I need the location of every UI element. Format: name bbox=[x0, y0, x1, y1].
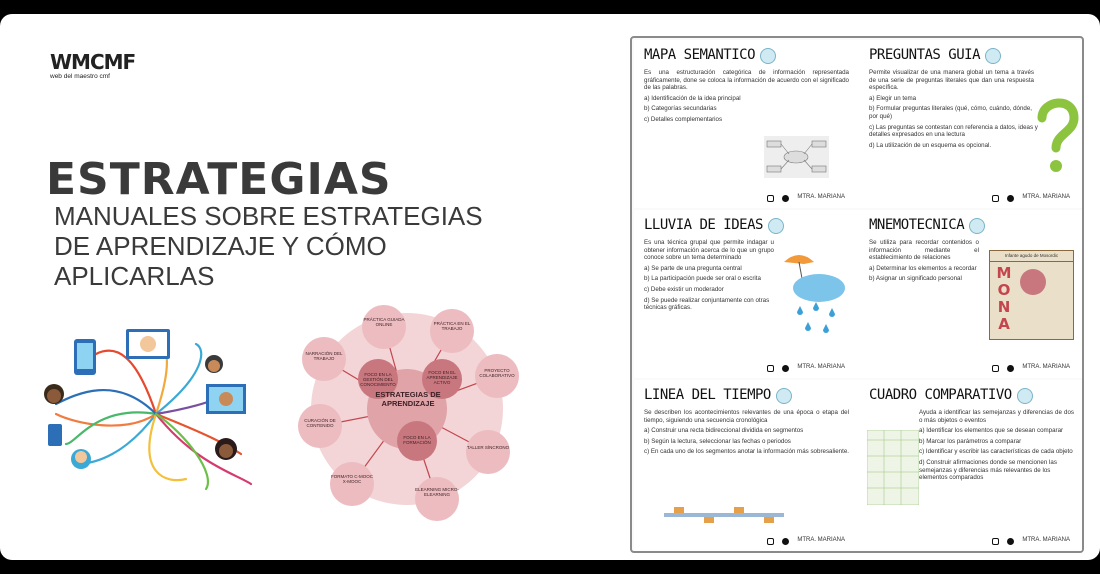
card-footer bbox=[992, 194, 1070, 202]
card-body: Es una técnica grupal que permite indagar u obtener información acerca de lo que un grupo conoce sobre un tema determinado bbox=[644, 239, 774, 262]
card-item: a) Construir una recta bidireccional dividida en segmentos bbox=[644, 427, 804, 435]
card-author: MTRA. MARIANA bbox=[1022, 364, 1070, 371]
card-lluvia-de-ideas bbox=[634, 210, 859, 378]
instagram-icon[interactable] bbox=[992, 538, 999, 545]
card-item: b) Categorías secundarias bbox=[644, 105, 717, 113]
card-item: b) Según la lectura, seleccionar las fechas o periodos bbox=[644, 437, 791, 445]
card-linea-del-tiempo bbox=[634, 380, 859, 551]
facebook-icon[interactable] bbox=[782, 538, 789, 545]
card-title bbox=[869, 218, 1074, 234]
card-author: MTRA. MARIANA bbox=[1022, 537, 1070, 544]
instagram-icon[interactable] bbox=[992, 365, 999, 372]
instagram-icon[interactable] bbox=[992, 195, 999, 202]
timeline-image bbox=[664, 505, 784, 525]
diagram-outer-label: TALLER SÍNCRONO bbox=[466, 445, 510, 450]
card-item: d) La utilización de un esquema es opcional. bbox=[869, 141, 992, 149]
card-item: a) Se parte de una pregunta central bbox=[644, 264, 742, 272]
card-item: a) Identificar los elementos que se desean comparar bbox=[919, 427, 1064, 435]
page-subtitle: MANUALES SOBRE ESTRATEGIAS DE APRENDIZAJE Y CÓMO APLICARLAS bbox=[54, 201, 483, 291]
card-title bbox=[869, 388, 1074, 404]
facebook-icon[interactable] bbox=[1007, 195, 1014, 202]
page-title: ESTRATEGIAS bbox=[46, 154, 392, 205]
card-author: MTRA. MARIANA bbox=[797, 537, 845, 544]
card-footer bbox=[767, 364, 845, 372]
diagram-outer-label: PROYECTO COLABORATIVO bbox=[479, 368, 515, 378]
card-title-text: MNEMOTECNICA bbox=[869, 217, 965, 234]
diagram-outer-label: PRÁCTICA EN EL TRABAJO bbox=[433, 321, 471, 331]
card-title-text: MAPA SEMANTICO bbox=[644, 47, 756, 64]
diagram-outer-label: NARRACIÓN DEL TRABAJO bbox=[305, 351, 343, 361]
card-item: c) Detalles complementarios bbox=[644, 115, 723, 123]
avatar-icon bbox=[768, 218, 784, 234]
card-title-text: LLUVIA DE IDEAS bbox=[644, 217, 763, 234]
diagram-inner-label: FOCO EN EL APRENDIZAJE ACTIVO bbox=[426, 370, 458, 385]
card-item: b) Formular preguntas literales (qué, cómo, cuándo, dónde, por qué) bbox=[869, 105, 1033, 120]
card-author: MTRA. MARIANA bbox=[797, 364, 845, 371]
mnemonic-image bbox=[989, 250, 1074, 340]
card-body: Se describen los acontecimientos relevantes de una época o etapa del tiempo, siguiendo una secuencia cronológica bbox=[644, 409, 849, 424]
avatar-icon bbox=[985, 48, 1001, 64]
card-preguntas-guia bbox=[859, 40, 1084, 208]
diagram-outer-label: CURACIÓN DE CONTENIDO bbox=[304, 418, 336, 428]
diagram-outer-label: ELEARNING MICRO-ELEARNING bbox=[415, 487, 459, 497]
card-item: b) La participación puede ser oral o escrita bbox=[644, 275, 761, 283]
card-item: b) Marcar los parámetros a comparar bbox=[919, 437, 1022, 445]
mnemonic-word: MONA bbox=[996, 264, 1012, 333]
card-item: c) En cada uno de los segmentos anotar la información más sobresaliente. bbox=[644, 448, 849, 456]
card-author: MTRA. MARIANA bbox=[797, 194, 845, 201]
diagram-center-label: ESTRATEGIAS DE APRENDIZAJE bbox=[375, 390, 441, 408]
card-author: MTRA. MARIANA bbox=[1022, 194, 1070, 201]
card-item: c) Identificar y escribir las características de cada objeto bbox=[919, 448, 1073, 456]
avatar-icon bbox=[760, 48, 776, 64]
card-title-text: LINEA DEL TIEMPO bbox=[644, 387, 771, 404]
semantic-map-image bbox=[764, 136, 829, 178]
logo-tagline: web del maestro cmf bbox=[50, 73, 110, 80]
avatar-icon bbox=[776, 388, 792, 404]
card-item: d) Se puede realizar conjuntamente con otras técnicas gráficas. bbox=[644, 296, 770, 312]
avatar-icon bbox=[1017, 388, 1033, 404]
card-title bbox=[869, 48, 1074, 64]
rain-cloud-image bbox=[779, 250, 849, 335]
card-item: a) Elegir un tema bbox=[869, 94, 917, 102]
card-body: Permite visualizar de una manera global un tema a través de una serie de preguntas literales que dan una respuesta específica. bbox=[869, 69, 1034, 92]
card-mnemotecnica bbox=[859, 210, 1084, 378]
card-footer bbox=[767, 194, 845, 202]
card-footer bbox=[992, 537, 1070, 545]
mnemonic-image-title: Infante agudo de Mosordic bbox=[990, 251, 1073, 262]
diagram-outer-label: FORMATO C-MOOC X-MOOC bbox=[330, 474, 374, 484]
card-cuadro-comparativo bbox=[859, 380, 1084, 551]
diagram-inner-label: FOCO EN LA FORMACIÓN bbox=[403, 435, 431, 445]
logo-mark: WMCMF bbox=[50, 50, 136, 74]
phone-icon bbox=[48, 424, 62, 446]
logo[interactable] bbox=[50, 50, 136, 88]
card-footer bbox=[767, 537, 845, 545]
strategies-diagram bbox=[292, 294, 532, 524]
avatar-icon bbox=[969, 218, 985, 234]
card-item: a) Determinar los elementos a recordar bbox=[869, 264, 977, 272]
card-title-text: CUADRO COMPARATIVO bbox=[869, 387, 1012, 404]
facebook-icon[interactable] bbox=[782, 365, 789, 372]
card-item: a) Identificación de la idea principal bbox=[644, 94, 741, 102]
network-illustration bbox=[36, 314, 276, 494]
card-body: Es una estructuración categórica de información representada gráficamente, done se coloca la información de acuerdo con el significado de las palabras. bbox=[644, 69, 849, 92]
card-item: c) Debe existir un moderador bbox=[644, 285, 724, 293]
strategies-panel bbox=[630, 36, 1084, 553]
question-mark-image bbox=[1034, 96, 1079, 176]
card-body: Se utiliza para recordar contenidos o información mediante el establecimiento de relaciones bbox=[869, 239, 979, 262]
diagram-inner-label: FOCO EN LA GESTIÓN DEL CONOCIMIENTO bbox=[360, 372, 396, 387]
card-mapa-semantico bbox=[634, 40, 859, 208]
card-title-text: PREGUNTAS GUIA bbox=[869, 47, 981, 64]
card-item: b) Asignar un significado personal bbox=[869, 275, 962, 283]
facebook-icon[interactable] bbox=[782, 195, 789, 202]
banner bbox=[0, 14, 1100, 560]
card-footer bbox=[992, 364, 1070, 372]
instagram-icon[interactable] bbox=[767, 365, 774, 372]
card-title bbox=[644, 48, 849, 64]
comparison-table-image bbox=[867, 430, 919, 505]
card-title bbox=[644, 388, 849, 404]
instagram-icon[interactable] bbox=[767, 195, 774, 202]
card-item: c) Las preguntas se contestan con referencia a datos, ideas y detalles expresados en una lectura bbox=[869, 123, 1038, 139]
diagram-outer-label: PRÁCTICA GUIADA ONLINE bbox=[363, 317, 405, 327]
card-title bbox=[644, 218, 849, 234]
facebook-icon[interactable] bbox=[1007, 365, 1014, 372]
card-item: d) Construir afirmaciones donde se mencionen las semejanzas y diferencias más relevantes de los elementos comparados bbox=[919, 458, 1057, 482]
card-body: Ayuda a identificar las semejanzas y diferencias de dos o más objetos o eventos bbox=[919, 409, 1074, 424]
facebook-icon[interactable] bbox=[1007, 538, 1014, 545]
heart-icon bbox=[1020, 269, 1046, 295]
instagram-icon[interactable] bbox=[767, 538, 774, 545]
